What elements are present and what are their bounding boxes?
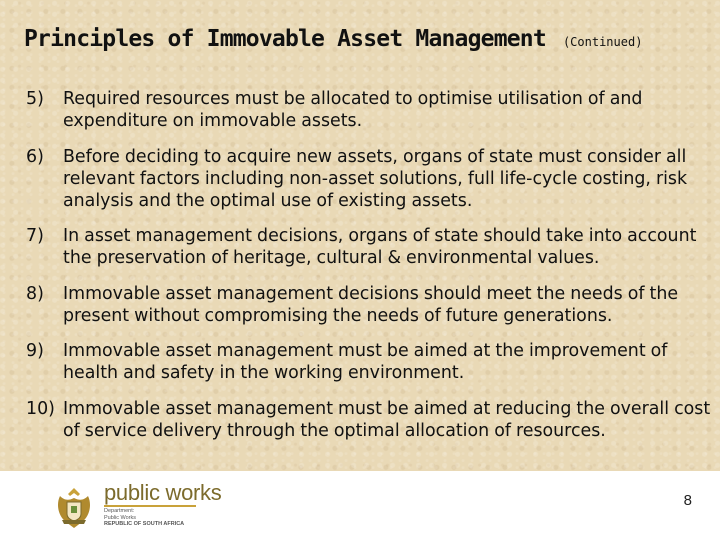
public-works-logo: public works: [104, 480, 222, 505]
item-text: Before deciding to acquire new assets, organs of state must consider all relevant factors including non-asset solutions, full life-cycle costing, risk analysis and the optimal use of existing assets.: [63, 146, 688, 211]
list-item: [26, 225, 712, 269]
title-main: Principles of Immovable Asset Management: [24, 26, 546, 52]
item-text: In asset management decisions, organs of state should take into account the preservation of heritage, cultural & environmental values.: [63, 226, 697, 268]
list-item: [26, 88, 712, 132]
list-item: [26, 146, 712, 212]
coat-of-arms-icon: [54, 486, 94, 530]
logo-department-text: [104, 508, 184, 528]
item-text: Immovable asset management must be aimed at the improvement of health and safety in the working environment.: [63, 341, 668, 383]
logo-line: Department:: [104, 508, 135, 514]
page-number: 8: [683, 492, 692, 509]
item-number: 9): [26, 341, 44, 361]
item-number: 8): [26, 283, 44, 304]
item-text: Immovable asset management must be aimed at reducing the overall cost of service delivery through the optimal allocation of resources.: [63, 398, 711, 441]
list-item: [26, 340, 712, 384]
list-item: [26, 398, 712, 442]
list-item: [26, 283, 712, 327]
item-number: 10): [26, 398, 55, 419]
item-text: Required resources must be allocated to optimise utilisation of and expenditure on immovable assets.: [63, 89, 643, 131]
title-continued: (Continued): [562, 35, 643, 49]
item-number: 6): [26, 146, 44, 167]
logo-line: REPUBLIC OF SOUTH AFRICA: [104, 521, 185, 527]
slide-title: [24, 26, 642, 52]
item-number: 5): [26, 89, 44, 109]
item-text: Immovable asset management decisions should meet the needs of the present without compromising the needs of future generations.: [63, 283, 679, 326]
item-number: 7): [26, 226, 44, 246]
logo-line: Public Works: [104, 514, 136, 521]
logo-divider: [104, 505, 196, 507]
principles-list: [26, 88, 712, 455]
